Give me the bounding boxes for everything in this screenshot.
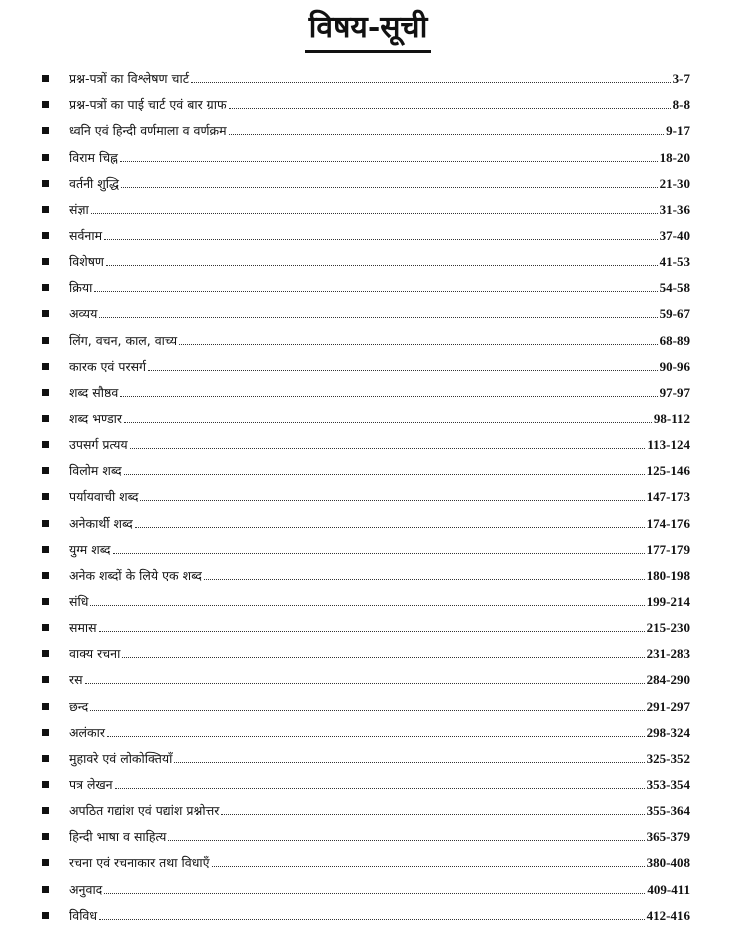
toc-entry-pages: 380-408 (646, 855, 690, 871)
toc-entry (38, 321, 690, 347)
toc-entry-label: मुहावरे एवं लोकोक्तियाँ (69, 750, 173, 766)
bullet-square-icon (42, 755, 49, 762)
toc-entry (38, 844, 690, 870)
bullet-square-icon (42, 310, 49, 317)
toc-entry (38, 504, 690, 530)
toc-entry-pages: 291-297 (646, 698, 690, 714)
dot-leader (124, 422, 652, 423)
toc-entry-pages: 412-416 (646, 907, 690, 923)
bullet-square-icon (42, 232, 49, 239)
bullet-square-icon (42, 467, 49, 474)
title-container (0, 8, 736, 53)
dot-leader (94, 291, 657, 292)
dot-leader (90, 710, 644, 711)
toc-entry-pages: 284-290 (646, 672, 690, 688)
toc-entry-pages: 215-230 (646, 620, 690, 636)
toc-entry-pages: 54-58 (659, 280, 690, 296)
dot-leader (221, 814, 644, 815)
toc-entry-pages: 97-97 (659, 384, 690, 400)
toc-entry-label: छन्द (69, 698, 89, 714)
dot-leader (229, 108, 671, 109)
toc-entry-pages: 325-352 (646, 750, 690, 766)
toc-entry-pages: 147-173 (646, 489, 690, 505)
toc-entry-label: शब्द सौष्ठव (69, 384, 119, 400)
toc-entry (38, 60, 690, 86)
toc-entry (38, 609, 690, 635)
bullet-square-icon (42, 127, 49, 134)
bullet-square-icon (42, 415, 49, 422)
toc-entry-pages: 125-146 (646, 463, 690, 479)
toc-entry (38, 766, 690, 792)
toc-entry-label: अनेक शब्दों के लिये एक शब्द (69, 567, 202, 583)
dot-leader (168, 840, 644, 841)
toc-entry (38, 138, 690, 164)
toc-entry-label: विराम चिह्न (69, 149, 118, 165)
dot-leader (174, 762, 644, 763)
bullet-square-icon (42, 337, 49, 344)
bullet-square-icon (42, 206, 49, 213)
toc-entry-label: अनेकार्थी शब्द (69, 515, 133, 531)
toc-entry-label: पर्यायवाची शब्द (69, 489, 139, 505)
dot-leader (99, 631, 645, 632)
bullet-square-icon (42, 859, 49, 866)
bullet-square-icon (42, 886, 49, 893)
toc-entry (38, 583, 690, 609)
bullet-square-icon (42, 572, 49, 579)
dot-leader (107, 736, 645, 737)
toc-entry-label: प्रश्न-पत्रों का विश्लेषण चार्ट (69, 71, 190, 87)
bullet-square-icon (42, 703, 49, 710)
toc-entry-pages: 355-364 (646, 803, 690, 819)
toc-entry-label: अपठित गद्यांश एवं पद्यांश प्रश्नोत्तर (69, 803, 220, 819)
page-title: विषय-सूची (305, 8, 432, 53)
toc-entry-label: कारक एवं परसर्ग (69, 358, 147, 374)
dot-leader (91, 213, 658, 214)
toc-entry-label: प्रश्न-पत्रों का पाई चार्ट एवं बार ग्राफ (69, 97, 227, 113)
toc-entry-label: युग्म शब्द (69, 541, 111, 557)
toc-entry (38, 269, 690, 295)
toc-entry (38, 557, 690, 583)
dot-leader (191, 82, 671, 83)
toc-entry (38, 714, 690, 740)
toc-entry-label: संधि (69, 593, 89, 609)
toc-entry-pages: 90-96 (659, 358, 690, 374)
dot-leader (113, 553, 645, 554)
dot-leader (212, 866, 645, 867)
bullet-square-icon (42, 75, 49, 82)
toc-entry-label: सर्वनाम (69, 227, 103, 243)
toc-entry-label: पत्र लेखन (69, 776, 113, 792)
toc-entry-pages: 59-67 (659, 306, 690, 322)
dot-leader (90, 605, 644, 606)
dot-leader (120, 161, 658, 162)
toc-entry-label: उपसर्ग प्रत्यय (69, 437, 128, 453)
toc-entry (38, 426, 690, 452)
toc-entry-pages: 41-53 (659, 254, 690, 270)
toc-entry-pages: 31-36 (659, 201, 690, 217)
bullet-square-icon (42, 676, 49, 683)
toc-entry (38, 165, 690, 191)
toc-entry-pages: 298-324 (646, 724, 690, 740)
toc-entry-pages: 9-17 (666, 123, 690, 139)
toc-entry (38, 870, 690, 896)
toc-entry (38, 400, 690, 426)
toc-entry (38, 243, 690, 269)
toc-entry-pages: 98-112 (653, 410, 690, 426)
toc-entry (38, 897, 690, 923)
toc-entry-label: शब्द भण्डार (69, 410, 123, 426)
toc-entry-label: विशेषण (69, 254, 104, 270)
toc-entry (38, 295, 690, 321)
bullet-square-icon (42, 912, 49, 919)
dot-leader (104, 893, 645, 894)
toc-entry-label: विलोम शब्द (69, 463, 122, 479)
dot-leader (130, 448, 646, 449)
bullet-square-icon (42, 520, 49, 527)
toc-entry-label: अलंकार (69, 724, 105, 740)
dot-leader (115, 788, 645, 789)
toc-entry (38, 792, 690, 818)
toc-entry-pages: 180-198 (646, 567, 690, 583)
toc-entry-pages: 174-176 (646, 515, 690, 531)
dot-leader (229, 134, 665, 135)
toc-entry-label: रस (69, 672, 83, 688)
dot-leader (85, 683, 645, 684)
bullet-square-icon (42, 154, 49, 161)
toc-entry-pages: 8-8 (672, 97, 690, 113)
toc-entry-pages: 199-214 (646, 593, 690, 609)
bullet-square-icon (42, 258, 49, 265)
toc-entry (38, 217, 690, 243)
bullet-square-icon (42, 493, 49, 500)
toc-entry-pages: 177-179 (646, 541, 690, 557)
toc-entry (38, 531, 690, 557)
bullet-square-icon (42, 598, 49, 605)
toc-entry-pages: 365-379 (646, 829, 690, 845)
bullet-square-icon (42, 729, 49, 736)
toc-entry (38, 191, 690, 217)
dot-leader (124, 474, 645, 475)
toc-entry-label: अव्यय (69, 306, 98, 322)
toc-entry-pages: 231-283 (646, 646, 690, 662)
toc-entry-pages: 68-89 (659, 332, 690, 348)
table-of-contents (38, 60, 690, 923)
bullet-square-icon (42, 650, 49, 657)
bullet-square-icon (42, 101, 49, 108)
dot-leader (99, 317, 657, 318)
dot-leader (122, 657, 644, 658)
bullet-square-icon (42, 833, 49, 840)
dot-leader (106, 265, 658, 266)
toc-entry-label: वाक्य रचना (69, 646, 121, 662)
bullet-square-icon (42, 781, 49, 788)
toc-entry-pages: 21-30 (659, 175, 690, 191)
toc-entry-pages: 353-354 (646, 776, 690, 792)
dot-leader (120, 396, 657, 397)
toc-entry (38, 348, 690, 374)
toc-entry (38, 112, 690, 138)
toc-entry-pages: 37-40 (659, 227, 690, 243)
toc-entry (38, 452, 690, 478)
toc-entry-label: हिन्दी भाषा व साहित्य (69, 829, 167, 845)
toc-entry (38, 740, 690, 766)
bullet-square-icon (42, 389, 49, 396)
toc-entry-label: लिंग, वचन, काल, वाच्य (69, 332, 178, 348)
toc-entry (38, 687, 690, 713)
toc-entry-pages: 18-20 (659, 149, 690, 165)
toc-entry-label: वर्तनी शुद्धि (69, 175, 119, 191)
bullet-square-icon (42, 180, 49, 187)
toc-entry-label: ध्वनि एवं हिन्दी वर्णमाला व वर्णक्रम (69, 123, 227, 139)
bullet-square-icon (42, 624, 49, 631)
dot-leader (204, 579, 645, 580)
bullet-square-icon (42, 546, 49, 553)
dot-leader (99, 919, 645, 920)
dot-leader (135, 527, 645, 528)
toc-entry (38, 635, 690, 661)
toc-entry-label: समास (69, 620, 97, 636)
toc-entry-pages: 113-124 (647, 437, 690, 453)
dot-leader (121, 187, 658, 188)
toc-entry (38, 374, 690, 400)
toc-entry (38, 818, 690, 844)
toc-entry-label: रचना एवं रचनाकार तथा विधाएँ (69, 855, 210, 871)
toc-entry-label: अनुवाद (69, 881, 103, 897)
dot-leader (179, 344, 658, 345)
dot-leader (104, 239, 658, 240)
toc-entry (38, 478, 690, 504)
toc-entry-pages: 3-7 (672, 71, 690, 87)
bullet-square-icon (42, 284, 49, 291)
toc-entry-pages: 409-411 (647, 881, 690, 897)
toc-entry (38, 661, 690, 687)
toc-entry-label: विविध (69, 907, 98, 923)
toc-entry-label: क्रिया (69, 280, 93, 296)
toc-entry (38, 86, 690, 112)
bullet-square-icon (42, 441, 49, 448)
dot-leader (140, 500, 644, 501)
bullet-square-icon (42, 807, 49, 814)
bullet-square-icon (42, 363, 49, 370)
dot-leader (148, 370, 658, 371)
toc-entry-label: संज्ञा (69, 201, 89, 217)
